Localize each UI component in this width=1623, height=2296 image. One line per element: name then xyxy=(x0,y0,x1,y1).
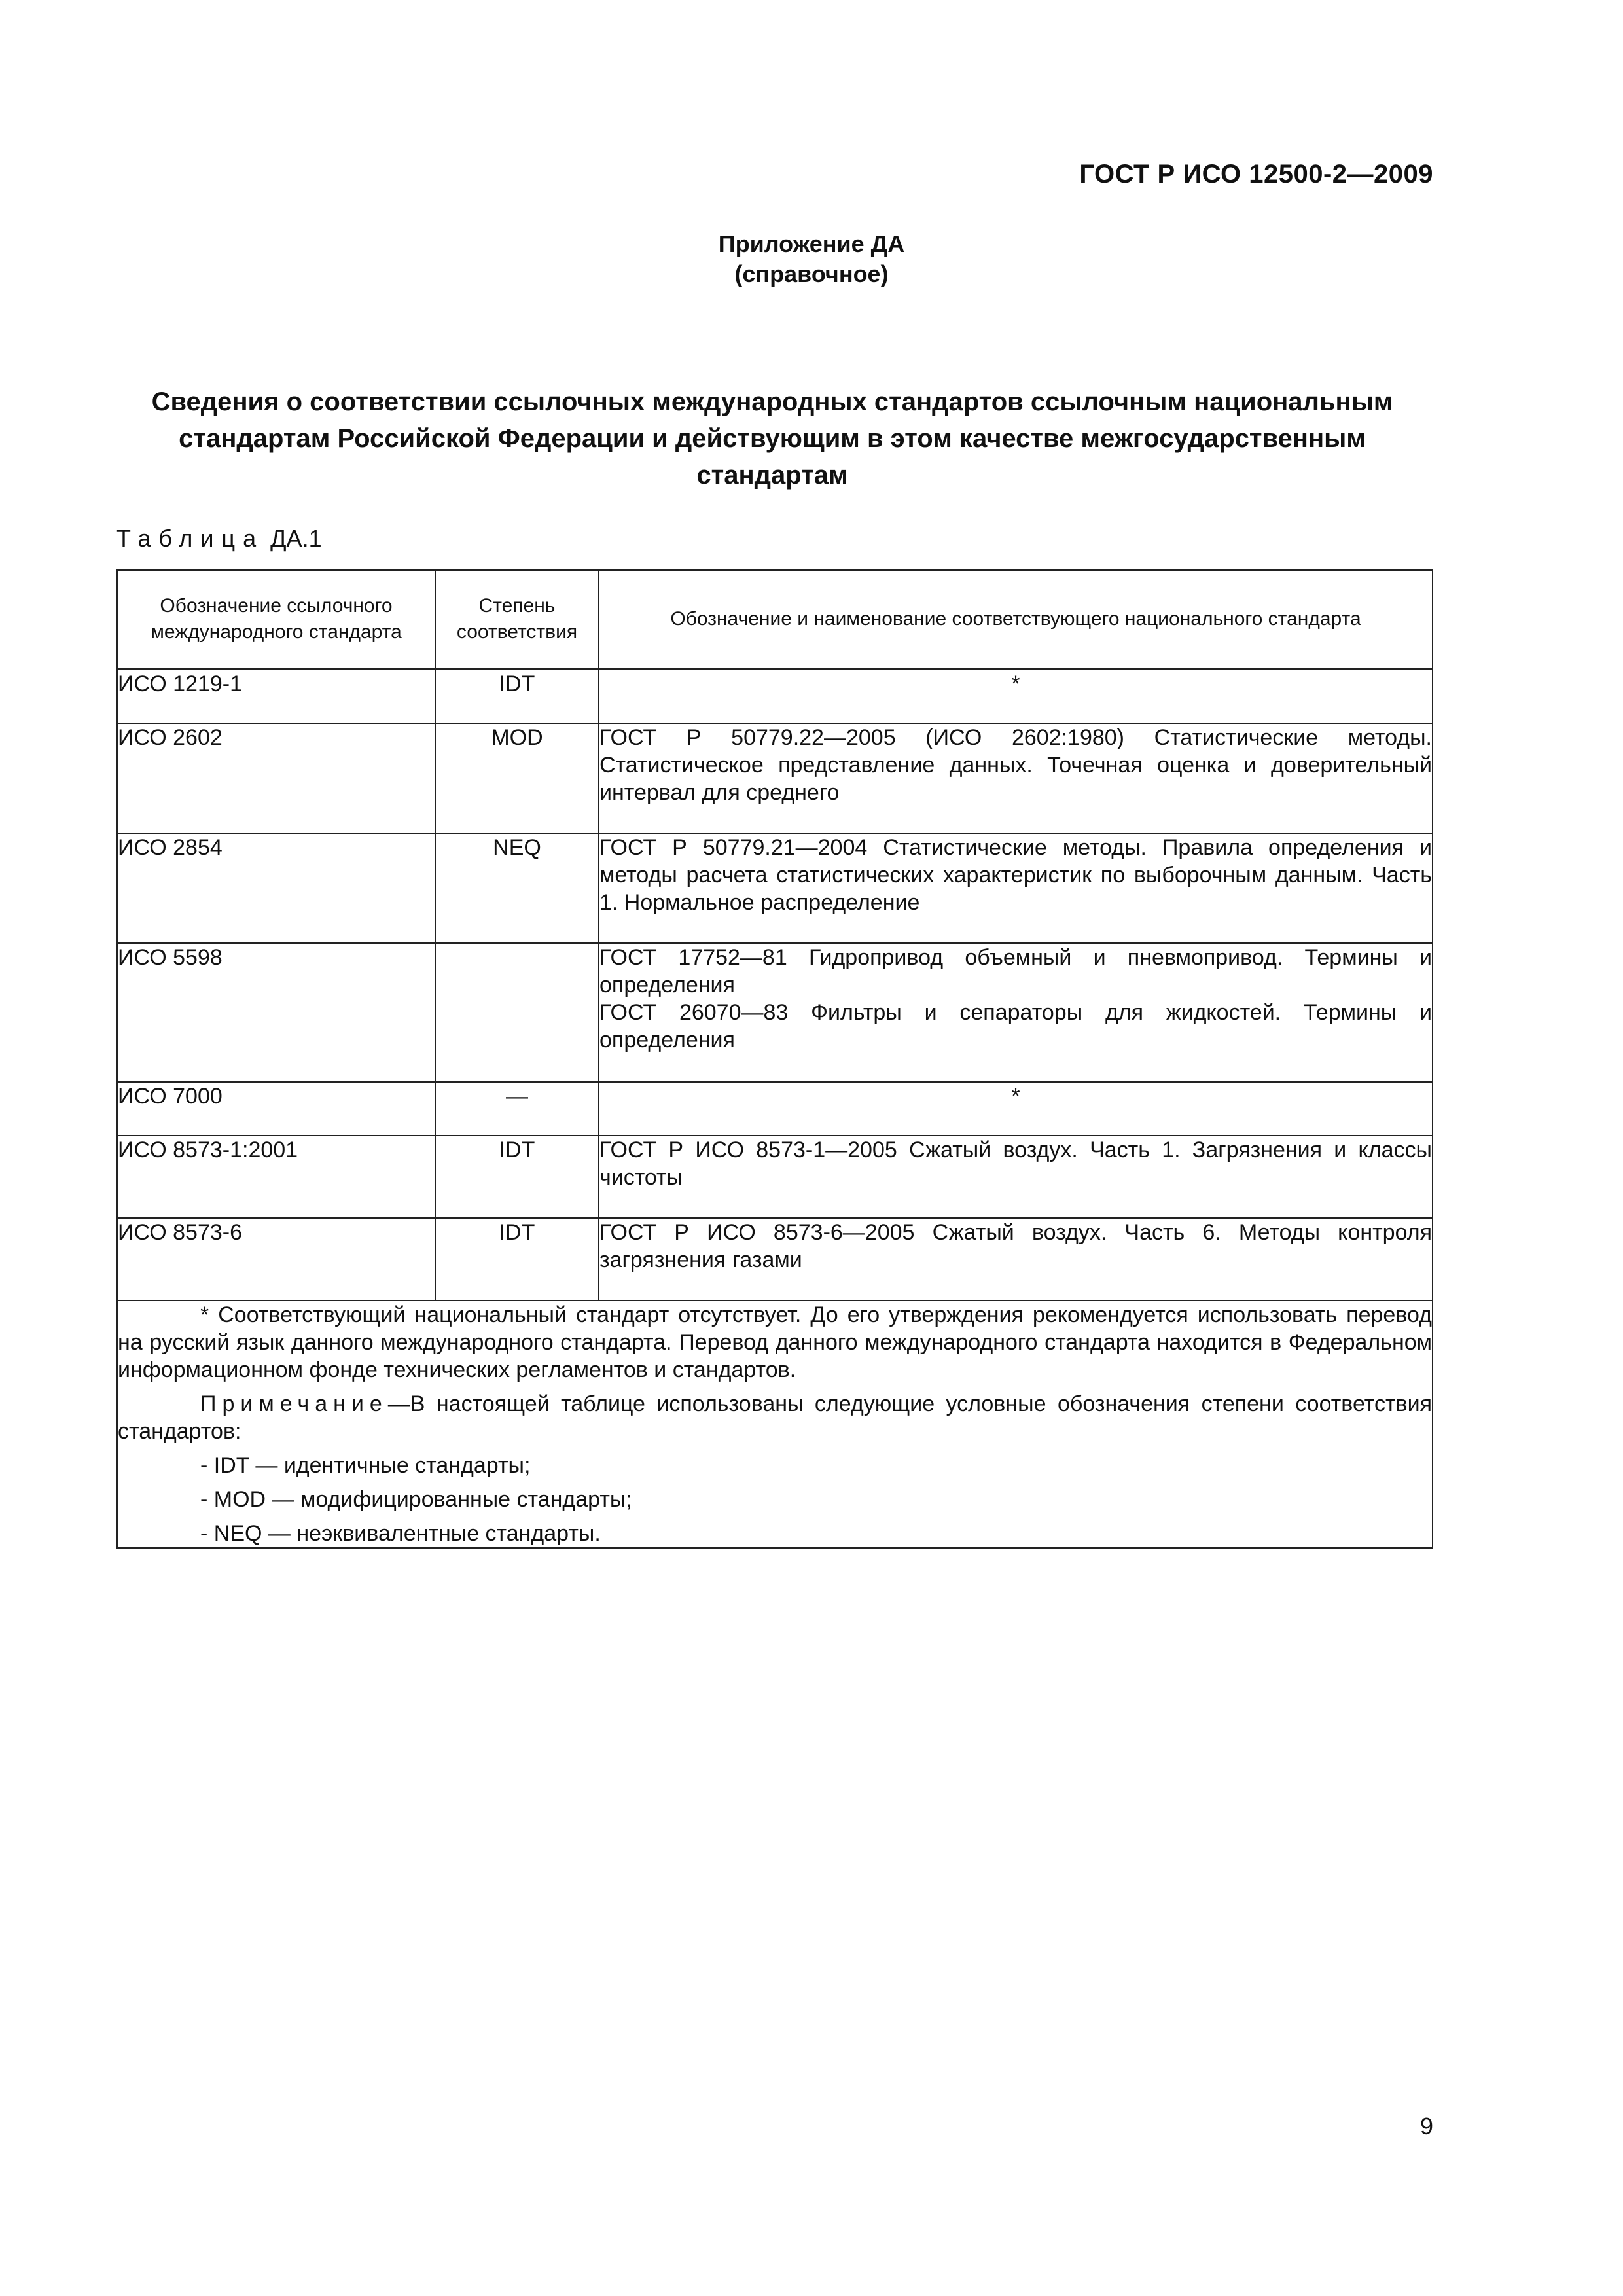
national-standard-cell xyxy=(599,1082,1433,1136)
column-header-national: Обозначение и наименование соответствующего национального стандарта xyxy=(599,570,1433,669)
appendix-heading xyxy=(0,229,1623,289)
section-title: Сведения о соответствии ссылочных международных стандартов ссылочным национальным стандартам Российской Федерации и действующим в этом качестве межгосударственным стандартам xyxy=(151,387,1393,490)
degree-cell: IDT xyxy=(435,669,599,723)
legend-item-neq: - NEQ — неэквивалентные стандарты. xyxy=(200,1521,601,1546)
degree-cell: MOD xyxy=(435,723,599,833)
national-standard-text: ГОСТ Р ИСО 8573-6—2005 Сжатый воздух. Часть 6. Методы контроля загрязнения газами xyxy=(599,1220,1432,1272)
legend-item-mod: - MOD — модифицированные стандарты; xyxy=(200,1487,632,1512)
page-number: 9 xyxy=(1419,2113,1433,2140)
iso-designation-cell: ИСО 5598 xyxy=(117,943,435,1082)
national-standard-text: ГОСТ 26070—83 Фильтры и сепараторы для жидкостей. Термины и определения xyxy=(599,1000,1432,1052)
national-standard-cell xyxy=(599,1136,1433,1218)
standard-designation: ГОСТ Р ИСО 12500-2—2009 xyxy=(1079,160,1433,188)
national-standard-text: ГОСТ Р 50779.21—2004 Статистические методы. Правила определения и методы расчета статистических характеристик по выборочным данным. Часть 1. Нормальное распределение xyxy=(599,835,1432,915)
reference-table-container xyxy=(116,569,1432,1549)
table-notes-cell xyxy=(117,1300,1433,1548)
table-row xyxy=(117,1218,1433,1300)
appendix-subtitle: (справочное) xyxy=(734,260,889,287)
column-header-iso: Обозначение ссылочного международного стандарта xyxy=(117,570,435,669)
iso-designation-cell: ИСО 8573-1:2001 xyxy=(117,1136,435,1218)
degree-cell: — xyxy=(435,1082,599,1136)
table-note xyxy=(118,1390,1432,1445)
table-row xyxy=(117,1082,1433,1136)
iso-designation-cell: ИСО 1219-1 xyxy=(117,669,435,723)
table-caption-number: ДА.1 xyxy=(270,525,322,552)
iso-designation-cell: ИСО 8573-6 xyxy=(117,1218,435,1300)
iso-designation-cell: ИСО 7000 xyxy=(117,1082,435,1136)
national-standard-cell xyxy=(599,1218,1433,1300)
appendix-title: Приложение ДА xyxy=(718,230,905,257)
table-caption-label: Таблица xyxy=(116,525,264,552)
table-row xyxy=(117,723,1433,833)
table-row xyxy=(117,943,1433,1082)
degree-cell xyxy=(435,943,599,1082)
table-row xyxy=(117,833,1433,943)
national-standard-cell xyxy=(599,943,1433,1082)
degree-cell: IDT xyxy=(435,1218,599,1300)
table-row xyxy=(117,1136,1433,1218)
degree-cell: NEQ xyxy=(435,833,599,943)
reference-standards-table xyxy=(116,569,1433,1549)
national-standard-text: * xyxy=(1011,1084,1020,1109)
table-notes-row xyxy=(117,1300,1433,1548)
column-header-degree: Степень соответствия xyxy=(435,570,599,669)
national-standard-text: ГОСТ Р 50779.22—2005 (ИСО 2602:1980) Статистические методы. Статистическое представление данных. Точечная оценка и доверительный интервал для среднего xyxy=(599,725,1432,805)
iso-designation-cell: ИСО 2602 xyxy=(117,723,435,833)
national-standard-cell xyxy=(599,833,1433,943)
legend-item-idt: - IDT — идентичные стандарты; xyxy=(200,1453,531,1478)
note-text: —В настоящей таблице использованы следующие условные обозначения степени соответствия стандартов: xyxy=(118,1391,1432,1444)
degree-cell: IDT xyxy=(435,1136,599,1218)
iso-designation-cell: ИСО 2854 xyxy=(117,833,435,943)
national-standard-cell xyxy=(599,723,1433,833)
national-standard-text: ГОСТ Р ИСО 8573-1—2005 Сжатый воздух. Часть 1. Загрязнения и классы чистоты xyxy=(599,1138,1432,1190)
national-standard-cell xyxy=(599,669,1433,723)
table-row xyxy=(117,669,1433,723)
national-standard-text: * xyxy=(1011,672,1020,696)
table-caption xyxy=(116,525,322,552)
note-label: Примечание xyxy=(200,1391,388,1416)
national-standard-text: ГОСТ 17752—81 Гидропривод объемный и пневмопривод. Термины и определения xyxy=(599,945,1432,997)
table-footnote: * Соответствующий национальный стандарт отсутствует. До его утверждения рекомендуется использовать перевод на русский язык данного международного стандарта. Перевод данного международного стандарта находится в Федеральном информационном фонде технических регламентов и стандартов. xyxy=(118,1302,1432,1382)
table-header-row xyxy=(117,570,1433,669)
